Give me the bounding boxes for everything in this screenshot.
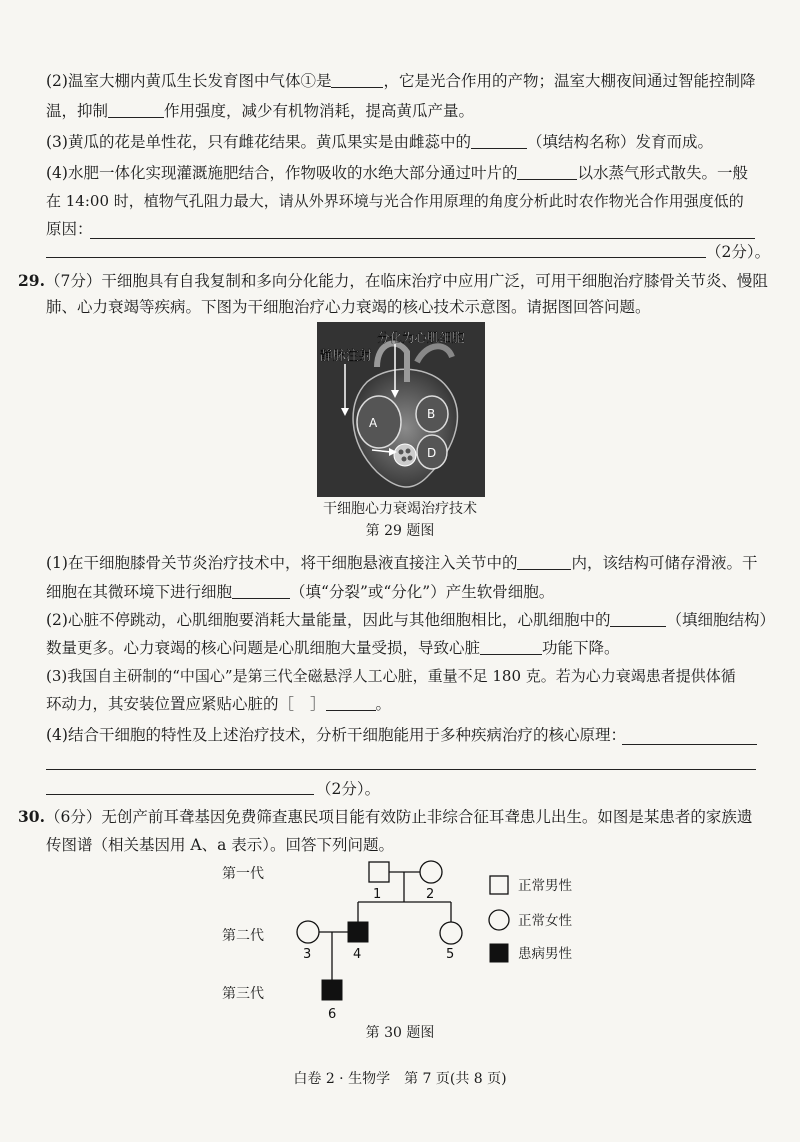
text: （7分）干细胞具有自我复制和多向分化能力，在临床治疗中应用广泛，可用干细胞治疗膝骨关节炎、慢阻	[44, 272, 768, 290]
q28-part2-line2	[46, 100, 758, 122]
figure-label-differentiate: 分化为心肌细胞	[377, 330, 465, 345]
individual-3-number: 3	[303, 947, 312, 962]
q28-part3-line1	[46, 131, 758, 153]
chamber-label-b: B	[427, 407, 436, 421]
individual-6-number: 6	[328, 1007, 337, 1022]
individual-1-normal-male	[369, 862, 389, 882]
q28-part4-line2	[46, 190, 758, 212]
text: 数量更多。心力衰竭的核心问题是心肌细胞大量受损，导致心脏	[46, 639, 481, 657]
legend-normal-female-symbol	[489, 910, 509, 930]
text: 温，抑制	[46, 102, 109, 120]
score-label: （2分）。	[706, 243, 771, 261]
figure-number: 第 29 题图	[365, 523, 435, 539]
text: 功能下降。	[542, 639, 620, 657]
generation-3-label: 第三代	[222, 986, 264, 1002]
answer-blank[interactable]	[517, 553, 571, 570]
legend-normal-male-symbol	[490, 876, 508, 894]
q29-sub1-line1	[46, 552, 758, 574]
text: (4)结合干细胞的特性及上述治疗技术，分析干细胞能用于多种疾病治疗的核心原理：	[46, 726, 626, 744]
generation-1-label: 第一代	[222, 866, 264, 882]
q30-intro-line1	[18, 806, 758, 828]
individual-5-number: 5	[446, 947, 455, 962]
text: （6分）无创产前耳聋基因免费筛查惠民项目能有效防止非综合征耳聋患儿出生。如图是某患者的家族遗	[44, 808, 753, 826]
answer-blank[interactable]	[108, 101, 164, 118]
answer-blank[interactable]	[232, 582, 290, 599]
q28-part4-line1	[46, 162, 758, 184]
text: 肺、心力衰竭等疾病。下图为干细胞治疗心力衰竭的核心技术示意图。请据图回答问题。	[46, 298, 651, 316]
chamber-label-a: A	[369, 416, 378, 430]
q29-sub1-line2	[46, 581, 758, 603]
page-footer: 白卷 2 · 生物学 第 7 页(共 8 页)	[293, 1071, 507, 1087]
answer-blank[interactable]	[471, 132, 527, 149]
text: 。	[375, 695, 392, 713]
answer-line[interactable]	[622, 743, 757, 745]
individual-1-number: 1	[373, 887, 382, 902]
text: (2)心脏不停跳动，心肌细胞要消耗大量能量，因此与其他细胞相比，心肌细胞中的	[46, 611, 611, 629]
legend-normal-female-label: 正常女性	[518, 913, 572, 929]
text: 在 14:00 时，植物气孔阻力最大，请从外界环境与光合作用原理的角度分析此时农作物光合作用强度低的	[46, 192, 744, 210]
individual-6-affected-male	[322, 980, 342, 1000]
q29-intro-line1	[18, 270, 768, 292]
text: 细胞在其微环境下进行细胞	[46, 583, 233, 601]
q29-intro-line2	[46, 296, 758, 318]
text: （填细胞结构）	[666, 611, 775, 629]
figure-label-injection: 静脉注射	[320, 349, 373, 364]
heart-figure	[317, 322, 485, 497]
question-number: 29.	[18, 271, 45, 290]
legend-affected-male-symbol	[490, 944, 508, 962]
generation-2-label: 第二代	[222, 928, 264, 944]
question-number: 30.	[18, 807, 45, 826]
text: (2)温室大棚内黄瓜生长发育图中气体①是	[46, 72, 332, 90]
legend-affected-male-label: 患病男性	[518, 946, 572, 962]
text: 作用强度，减少有机物消耗，提高黄瓜产量。	[164, 102, 475, 120]
answer-blank[interactable]	[326, 694, 376, 711]
individual-4-affected-male	[348, 922, 368, 942]
q29-sub3-line2	[46, 693, 758, 715]
q29-sub2-line2	[46, 637, 758, 659]
individual-4-number: 4	[353, 947, 362, 962]
text: ，它是光合作用的产物；温室大棚夜间通过智能控制降	[383, 72, 756, 90]
chamber-label-d: D	[427, 446, 437, 460]
individual-3-normal-female	[297, 921, 319, 943]
heart-illustration	[317, 322, 485, 497]
text: ］	[310, 695, 326, 713]
q29-sub2-line1	[46, 609, 775, 631]
answer-line[interactable]	[46, 768, 756, 770]
text: 原因：	[46, 220, 93, 238]
text: 内，该结构可储存滑液。干	[571, 554, 758, 572]
text: (1)在干细胞膝骨关节炎治疗技术中，将干细胞悬液直接注入关节中的	[46, 554, 518, 572]
answer-blank[interactable]	[331, 71, 383, 88]
text: (3)我国自主研制的“中国心”是第三代全磁悬浮人工心脏，重量不足 180 克。若为心力衰竭患者提供体循	[46, 667, 736, 685]
answer-blank[interactable]	[517, 163, 577, 180]
answer-line[interactable]	[46, 793, 314, 795]
pedigree-chart	[210, 852, 610, 1032]
individual-2-number: 2	[426, 887, 435, 902]
figure-number: 第 30 题图	[365, 1025, 435, 1041]
text: (3)黄瓜的花是单性花，只有雌花结果。黄瓜果实是由雌蕊中的	[46, 133, 471, 151]
text: 传图谱（相关基因用 A、a 表示）。回答下列问题。	[46, 836, 395, 854]
individual-5-normal-female	[440, 922, 462, 944]
text: （填“分裂”或“分化”）产生软骨细胞。	[290, 583, 555, 601]
text: 以水蒸气形式散失。一般	[577, 164, 748, 182]
answer-blank[interactable]	[610, 610, 666, 627]
answer-blank[interactable]	[480, 638, 542, 655]
answer-line[interactable]	[46, 256, 706, 258]
text: （填结构名称）发育而成。	[526, 133, 713, 151]
q28-part2-line1	[46, 70, 758, 92]
figure-caption: 干细胞心力衰竭治疗技术	[323, 501, 477, 517]
text: 环动力，其安装位置应紧贴心脏的［	[46, 695, 295, 713]
legend-normal-male-label: 正常男性	[518, 878, 572, 894]
q29-sub3-line1	[46, 665, 758, 687]
text: (4)水肥一体化实现灌溉施肥结合，作物吸收的水绝大部分通过叶片的	[46, 164, 518, 182]
answer-line[interactable]	[90, 237, 755, 239]
score-label: （2分）。	[316, 780, 381, 798]
individual-2-normal-female	[420, 861, 442, 883]
